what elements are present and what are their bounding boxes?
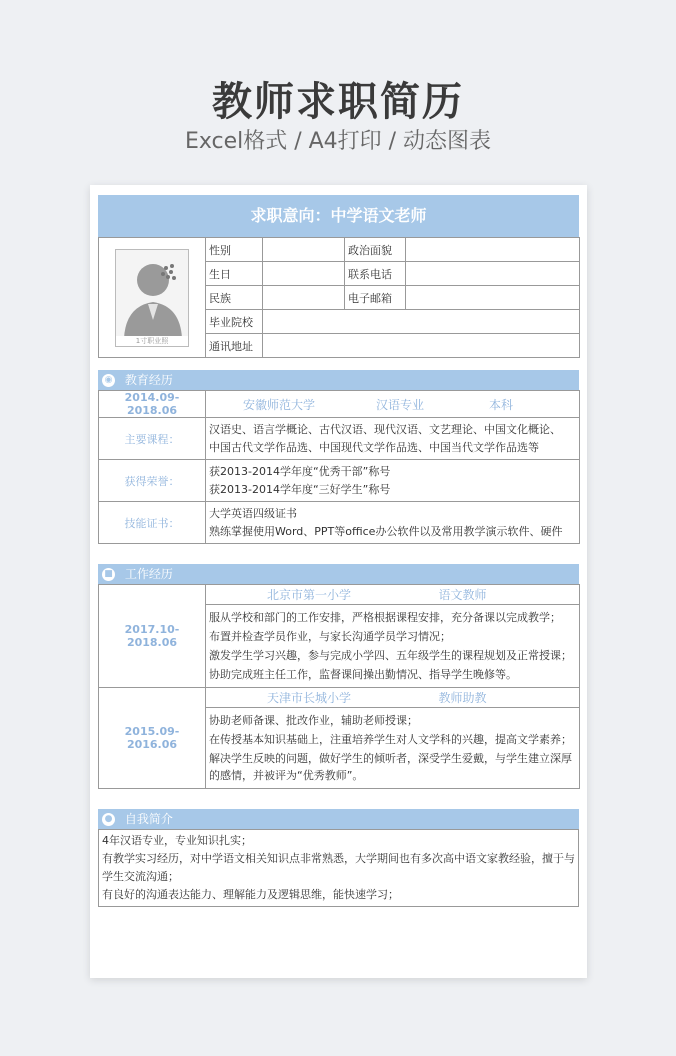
duty-line: 在传授基本知识基础上，注重培养学生对人文学科的兴趣，提高文学素养； [209,733,572,746]
job-header [206,585,580,605]
address-value[interactable] [263,334,580,358]
education-degree: 本科 [488,397,513,412]
courses-value [206,418,580,460]
duty-line: 激发学生学习兴趣，参与完成小学四、五年级学生的课程规划及正常授课； [209,649,572,662]
job-duties [206,708,580,789]
self-intro-text [99,830,579,907]
gender-value[interactable] [263,238,345,262]
skills-value [206,502,580,544]
person-silhouette-icon [116,250,189,340]
page-title: 教师求职简历 [212,79,464,125]
skills-line: 大学英语四级证书 [209,506,297,520]
job-period: 2015.09-2016.06 [99,688,206,789]
self-title: 自我简介 [124,812,173,826]
honors-value [206,460,580,502]
job-duties [206,605,580,688]
job-period: 2017.10-2018.06 [99,585,206,688]
education-table [98,390,580,544]
briefcase-icon: ■ [102,568,115,581]
graduation-cap-icon: ◉ [102,374,115,387]
phone-value[interactable] [406,262,580,286]
honors-line: 获2013-2014学年度“三好学生”称号 [209,482,391,496]
personal-info-table [98,237,580,358]
page-subtitle: Excel格式 / A4打印 / 动态图表 [184,129,492,154]
address-label: 通讯地址 [206,334,263,358]
photo-placeholder[interactable] [115,249,189,347]
education-major: 汉语专业 [375,397,424,412]
education-period: 2014.09-2018.06 [99,391,206,418]
gender-label: 性别 [206,238,263,262]
self-line: 4年汉语专业，专业知识扎实； [102,834,252,847]
ethnic-label: 民族 [206,286,263,310]
self-intro-table [98,829,579,907]
job-role: 语文教师 [438,588,487,602]
courses-label: 主要课程： [99,418,206,460]
birth-value[interactable] [263,262,345,286]
education-summary [206,391,580,418]
school-value[interactable] [263,310,580,334]
resume-content [98,195,579,907]
job-role: 教师助教 [438,691,487,705]
job-org: 天津市长城小学 [266,691,351,705]
email-label: 电子邮箱 [345,286,406,310]
self-section-header [98,809,579,829]
courses-line: 中国古代文学作品选、中国现代文学作品选、中国当代文学作品选等 [209,440,539,454]
self-line: 有良好的沟通表达能力、理解能力及逻辑思维，能快速学习； [102,888,399,901]
political-value[interactable] [406,238,580,262]
phone-label: 联系电话 [345,262,406,286]
honors-line: 获2013-2014学年度“优秀干部”称号 [209,464,391,478]
work-table [98,584,580,789]
photo-caption: 1寸职业照 [116,336,188,346]
duty-line: 协助完成班主任工作，监督课间操出勤情况、指导学生晚修等。 [209,668,517,681]
birth-label: 生日 [206,262,263,286]
education-section-header [98,370,579,390]
job-intent-bar: 求职意向：中学语文老师 [98,195,579,237]
skills-line: 熟练掌握使用Word、PPT等office办公软件以及常用教学演示软件、硬件 [209,524,563,538]
school-label: 毕业院校 [206,310,263,334]
skills-label: 技能证书： [99,502,206,544]
self-line: 有教学实习经历，对中学语文相关知识点非常熟悉，大学期间也有多次高中语文家教经验，擅于与学生交流沟通； [102,852,575,883]
honors-label: 获得荣誉： [99,460,206,502]
courses-line: 汉语史、语言学概论、古代汉语、现代汉语、文艺理论、中国文化概论、 [209,422,561,436]
duty-line: 解决学生反映的问题，做好学生的倾听者，深受学生爱戴，与学生建立深厚的感情，并被评为“优秀教师”。 [209,752,572,782]
job-header [206,688,580,708]
duty-line: 协助老师备课、批改作业，辅助老师授课； [209,714,418,727]
political-label: 政治面貌 [345,238,406,262]
education-title: 教育经历 [124,373,173,387]
work-section-header [98,564,579,584]
education-school: 安徽师范大学 [242,397,315,412]
ethnic-value[interactable] [263,286,345,310]
duty-line: 服从学校和部门的工作安排，严格根据课程安排，充分备课以完成教学； [209,611,561,624]
work-title: 工作经历 [124,567,173,581]
photo-cell [99,238,206,358]
email-value[interactable] [406,286,580,310]
person-icon: ● [102,813,115,826]
resume-sheet [90,185,587,978]
job-org: 北京市第一小学 [266,588,351,602]
duty-line: 布置并检查学员作业，与家长沟通学员学习情况； [209,630,451,643]
